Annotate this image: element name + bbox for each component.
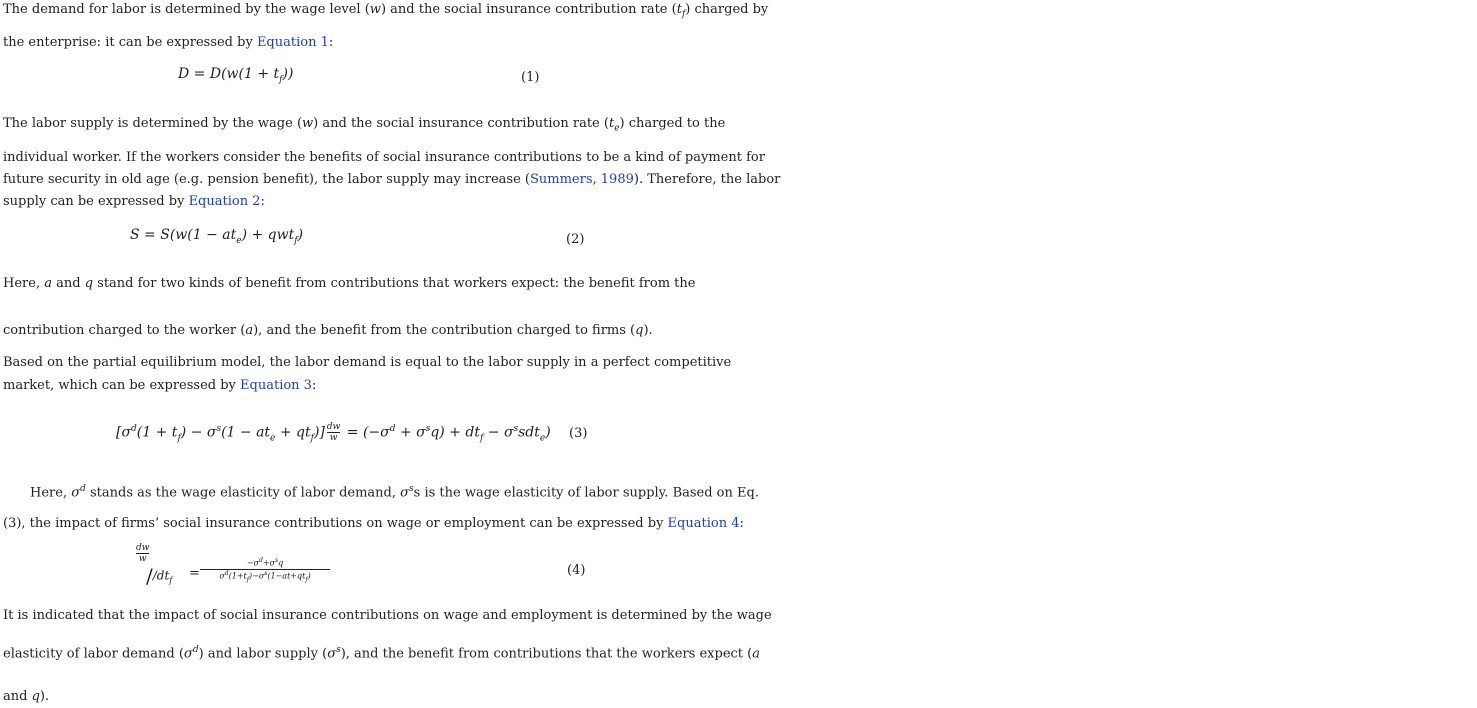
equation-4-slash-dt: $//dt_f$ xyxy=(146,564,173,588)
equation-1-number: (1) xyxy=(521,70,540,85)
paragraph-2-line-4: supply can be expressed by Equation 2: xyxy=(3,194,265,209)
equation-4-denominator: $\sigma^d(1+t_f)-\sigma^s(1-at+qt_f)$ xyxy=(219,569,311,583)
paragraph-2-line-1: The labor supply is determined by the wage (w) and the social insurance contribution rate $(t_e)$ charged to the xyxy=(3,116,726,134)
paragraph-2-line-2: individual worker. If the workers consider the benefits of social insurance contributions to be a kind of payment for xyxy=(3,150,765,165)
paragraph-3-line-2: contribution charged to the worker (a), and the benefit from the contribution charged to firms (q). xyxy=(3,323,653,338)
paragraph-5-line-2: (3), the impact of firms’ social insurance contributions on wage or employment can be expressed by Equation 4: xyxy=(3,516,744,531)
equation-4-number: (4) xyxy=(567,563,586,578)
equation-3-number: (3) xyxy=(569,426,588,441)
dw-over-w-fraction: $\frac{dw}{w}$ xyxy=(326,422,341,443)
equation-4-fraction xyxy=(200,557,330,583)
equation-4-dw-over-w: dw w xyxy=(136,543,150,564)
summers-1989-citation-link[interactable]: Summers, 1989 xyxy=(530,172,634,187)
paragraph-5-line-1: Here, $\sigma^d$ stands as the wage elasticity of labor demand, $\sigma^ss$ is the wage elasticity of labor supply. Based on Eq. xyxy=(30,484,759,501)
paragraph-1-line-2: the enterprise: it can be expressed by Equation 1: xyxy=(3,35,334,50)
equation-2-link[interactable]: Equation 2 xyxy=(188,194,261,209)
equation-1-link[interactable]: Equation 1 xyxy=(256,35,329,50)
equation-4-equals: = xyxy=(189,566,200,581)
equation-1: $D = D(w(1 + t_f))$ xyxy=(178,66,294,85)
paragraph-6-line-2: elasticity of labor demand $(\sigma^d)$ and labor supply $(\sigma^s)$, and the benefit from contributions that the workers expect (a xyxy=(3,645,760,662)
paragraph-2-line-3: future security in old age (e.g. pension benefit), the labor supply may increase (Summers, 1989). Therefore, the labor xyxy=(3,172,781,187)
equation-4-numerator: $-\sigma^d+\sigma^sq$ xyxy=(200,557,330,570)
paragraph-6-line-1: It is indicated that the impact of social insurance contributions on wage and employment is determined by the wage xyxy=(3,608,772,623)
equation-3: $[\sigma^d(1 + t_f) - \sigma^s(1 - at_e + qt_f)]$ $\frac{dw}{w}$ = $(-\sigma^d + \sigma^sq) + dt_f - \sigma^ssdt_e$) xyxy=(116,422,551,444)
paragraph-4-line-2: market, which can be expressed by Equation 3: xyxy=(3,378,317,393)
equation-2-number: (2) xyxy=(566,232,585,247)
equation-2: $S = S(w(1 - at_e) + qwt_f)$ xyxy=(130,227,304,246)
paragraph-4-line-1: Based on the partial equilibrium model, the labor demand is equal to the labor supply in a perfect competitive xyxy=(3,355,732,370)
paragraph-3-line-1: Here, a and q stand for two kinds of benefit from contributions that workers expect: the benefit from the xyxy=(3,276,696,291)
equation-4-link[interactable]: Equation 4 xyxy=(667,516,740,531)
paragraph-6-line-3: and q). xyxy=(3,689,50,704)
equation-3-link[interactable]: Equation 3 xyxy=(240,378,312,393)
paragraph-1-line-1: The demand for labor is determined by the wage level (w) and the social insurance contribution rate $(t_f)$ charged by xyxy=(3,2,769,20)
